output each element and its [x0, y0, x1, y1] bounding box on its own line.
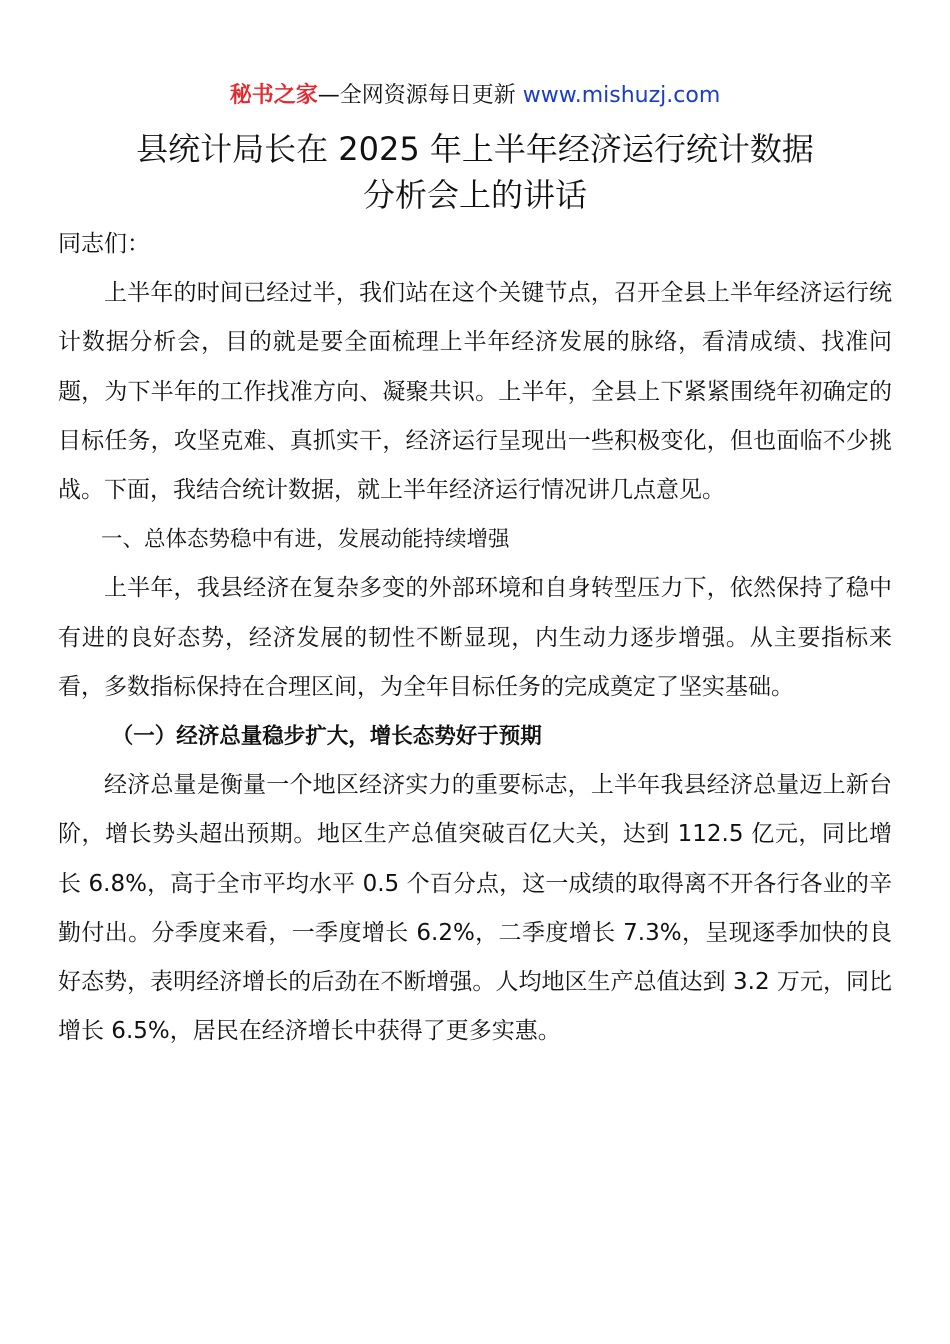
title-line-1: 县统计局长在 2025 年上半年经济运行统计数据: [136, 130, 814, 168]
section-heading-1: 一、总体态势稳中有进，发展动能持续增强: [101, 527, 510, 553]
brand-name: 秘书之家: [229, 83, 318, 108]
brand-tagline: —全网资源每日更新: [317, 83, 523, 108]
salutation: 同志们：: [58, 231, 150, 257]
intro-paragraph: 上半年的时间已经过半，我们站在这个关键节点，召开全县上半年经济运行统计数据分析会，目的就是要全面梳理上半年经济发展的脉络，看清成绩、找准问题，为下半年的工作找准方向、凝聚共识。上半年，全县上下紧紧围绕年初确定的目标任务，攻坚克难、真抓实干，经济运行呈现出一些积极变化，但也面临不少挑战。下面，我结合统计数据，就上半年经济运行情况讲几点意见。: [58, 280, 892, 504]
site-banner: [0, 80, 950, 112]
site-url-link[interactable]: www.mishuzj.com: [522, 83, 721, 108]
subsection-1-paragraph: 经济总量是衡量一个地区经济实力的重要标志，上半年我县经济总量迈上新台阶，增长势头超出预期。地区生产总值突破百亿大关，达到 112.5 亿元，同比增长 6.8%，高于全市平均水平 0.5 个百分点，这一成绩的取得离不开各行各业的辛勤付出。分季度来看，一季度增长 6.2%，二季度增长 7.3%，呈现逐季加快的良好态势，表明经济增长的后劲在不断增强。人均地区生产总值达到 3.2 万元，同比增长 6.5%，居民在经济增长中获得了更多实惠。: [58, 772, 892, 1045]
subsection-heading-1: （一）经济总量稳步扩大，增长态势好于预期: [111, 724, 542, 750]
title-line-2: 分析会上的讲话: [362, 176, 587, 214]
section-1-paragraph: 上半年，我县经济在复杂多变的外部环境和自身转型压力下，依然保持了稳中有进的良好态势，经济发展的韧性不断显现，内生动力逐步增强。从主要指标来看，多数指标保持在合理区间，为全年目标任务的完成奠定了坚实基础。: [58, 575, 892, 700]
document-title: [0, 126, 950, 218]
document-body: [58, 220, 892, 1056]
